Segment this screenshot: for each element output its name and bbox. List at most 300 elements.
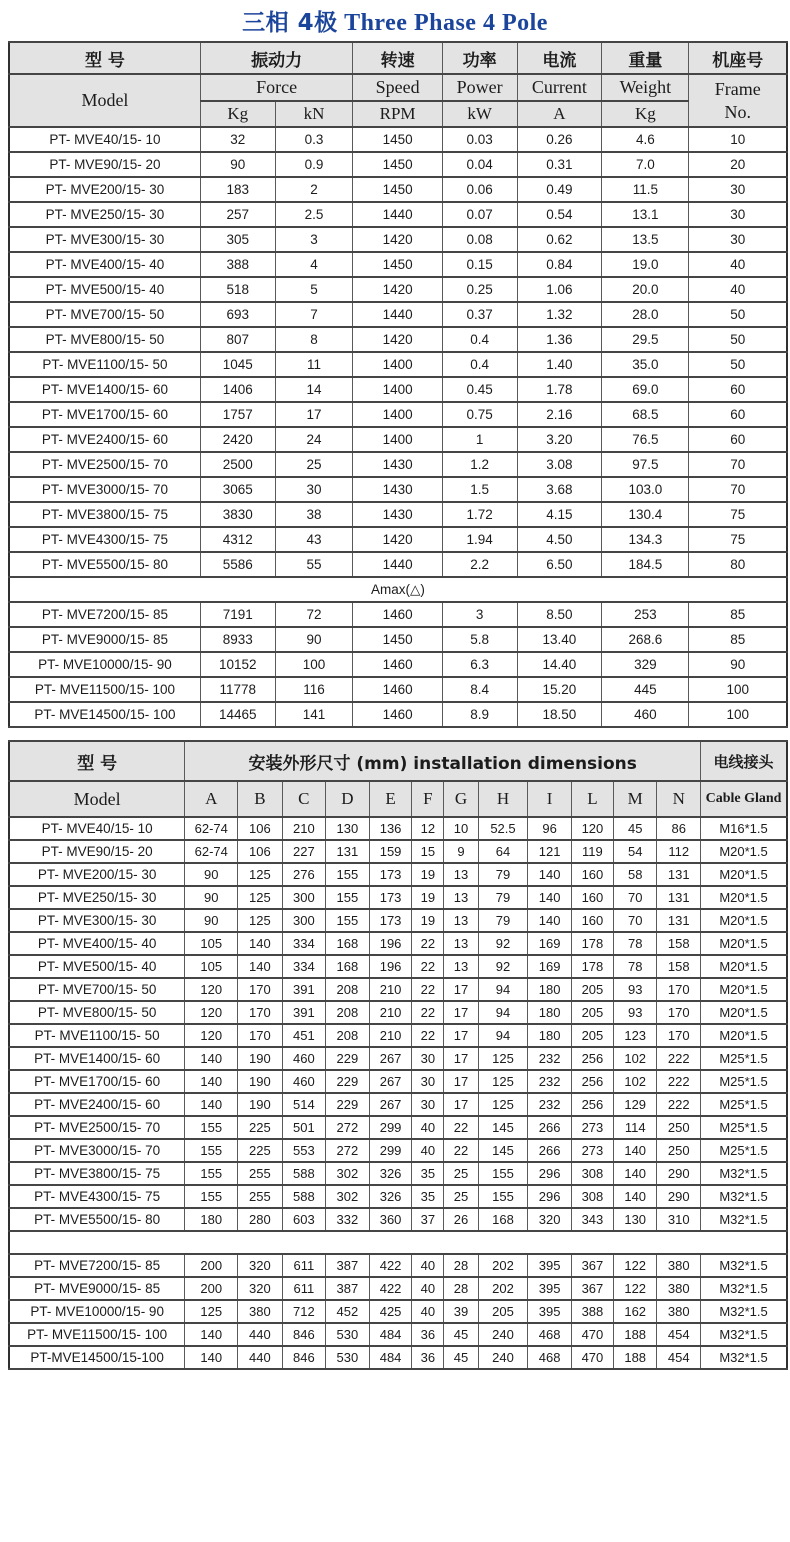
value-cell: 2.2	[442, 552, 517, 577]
value-cell: 45	[613, 817, 657, 840]
value-cell: 280	[238, 1208, 282, 1231]
table-row	[9, 202, 787, 227]
value-cell: 160	[571, 909, 613, 932]
model-cell: PT- MVE1400/15- 60	[9, 1047, 185, 1070]
value-cell: M20*1.5	[701, 863, 787, 886]
value-cell: 20	[689, 152, 787, 177]
col-header-dimensions: 安装外形尺寸 (mm) installation dimensions	[185, 741, 701, 781]
value-cell: 14465	[200, 702, 275, 727]
value-cell: 22	[412, 932, 444, 955]
value-cell: 13	[444, 886, 478, 909]
value-cell: 123	[613, 1024, 657, 1047]
value-cell: 4	[275, 252, 353, 277]
spacer-row	[9, 1231, 787, 1254]
value-cell: 208	[326, 1024, 370, 1047]
value-cell: 155	[185, 1185, 238, 1208]
value-cell: 196	[369, 955, 412, 978]
col-header-frame-zh: 机座号	[689, 42, 787, 74]
col-header-current: Current	[517, 74, 602, 101]
value-cell: 387	[326, 1277, 370, 1300]
model-cell: PT- MVE700/15- 50	[9, 302, 200, 327]
value-cell: 180	[185, 1208, 238, 1231]
value-cell: 70	[613, 886, 657, 909]
model-cell: PT- MVE250/15- 30	[9, 202, 200, 227]
value-cell: 162	[613, 1300, 657, 1323]
value-cell: 200	[185, 1277, 238, 1300]
value-cell: 22	[444, 1139, 478, 1162]
value-cell: 85	[689, 602, 787, 627]
value-cell: 0.03	[442, 127, 517, 152]
value-cell: 210	[282, 817, 326, 840]
value-cell: 5.8	[442, 627, 517, 652]
spacer-cell	[9, 1231, 787, 1254]
value-cell: 272	[326, 1139, 370, 1162]
value-cell: 205	[571, 1024, 613, 1047]
frame-label-line1: Frame	[714, 79, 761, 99]
value-cell: 320	[238, 1254, 282, 1277]
value-cell: 140	[238, 932, 282, 955]
table-row	[9, 177, 787, 202]
value-cell: 222	[657, 1070, 701, 1093]
value-cell: 4.50	[517, 527, 602, 552]
value-cell: 0.4	[442, 327, 517, 352]
value-cell: 50	[689, 352, 787, 377]
value-cell: 1045	[200, 352, 275, 377]
value-cell: 35	[412, 1162, 444, 1185]
value-cell: 11	[275, 352, 353, 377]
value-cell: M20*1.5	[701, 978, 787, 1001]
value-cell: 140	[613, 1162, 657, 1185]
value-cell: 36	[412, 1323, 444, 1346]
value-cell: M25*1.5	[701, 1047, 787, 1070]
value-cell: 1.40	[517, 352, 602, 377]
value-cell: 60	[689, 427, 787, 452]
value-cell: 205	[571, 978, 613, 1001]
model-cell: PT-MVE14500/15-100	[9, 1346, 185, 1369]
frame-label-line2: No.	[724, 101, 751, 122]
value-cell: 112	[657, 840, 701, 863]
value-cell: 60	[689, 402, 787, 427]
value-cell: 225	[238, 1116, 282, 1139]
value-cell: 120	[185, 978, 238, 1001]
unit-force-kn: kN	[275, 101, 353, 127]
value-cell: M20*1.5	[701, 955, 787, 978]
value-cell: 140	[613, 1139, 657, 1162]
value-cell: 78	[613, 932, 657, 955]
value-cell: 130	[326, 817, 370, 840]
value-cell: 130.4	[602, 502, 689, 527]
value-cell: 19	[412, 863, 444, 886]
value-cell: 19	[412, 886, 444, 909]
value-cell: 155	[326, 886, 370, 909]
value-cell: 79	[478, 886, 528, 909]
value-cell: 1400	[353, 427, 442, 452]
value-cell: 40	[689, 252, 787, 277]
value-cell: 250	[657, 1116, 701, 1139]
value-cell: 460	[282, 1047, 326, 1070]
value-cell: 100	[689, 702, 787, 727]
value-cell: 14	[275, 377, 353, 402]
value-cell: 102	[613, 1070, 657, 1093]
value-cell: 94	[478, 1024, 528, 1047]
value-cell: 155	[185, 1162, 238, 1185]
table-row	[9, 1208, 787, 1231]
value-cell: 25	[275, 452, 353, 477]
table-row	[9, 402, 787, 427]
value-cell: 1.94	[442, 527, 517, 552]
value-cell: 320	[528, 1208, 572, 1231]
model-cell: PT- MVE4300/15- 75	[9, 527, 200, 552]
value-cell: 25	[444, 1162, 478, 1185]
value-cell: 460	[602, 702, 689, 727]
value-cell: 470	[571, 1323, 613, 1346]
value-cell: 2.16	[517, 402, 602, 427]
value-cell: 299	[369, 1139, 412, 1162]
value-cell: 72	[275, 602, 353, 627]
value-cell: 140	[528, 886, 572, 909]
value-cell: 232	[528, 1047, 572, 1070]
header-row-chinese	[9, 42, 787, 74]
table-row	[9, 602, 787, 627]
model-cell: PT- MVE9000/15- 85	[9, 627, 200, 652]
model-cell: PT- MVE2500/15- 70	[9, 1116, 185, 1139]
value-cell: 290	[657, 1162, 701, 1185]
value-cell: 13.40	[517, 627, 602, 652]
col-header-power: Power	[442, 74, 517, 101]
table-row	[9, 277, 787, 302]
value-cell: 140	[238, 955, 282, 978]
value-cell: 712	[282, 1300, 326, 1323]
table-row	[9, 252, 787, 277]
table-row	[9, 1139, 787, 1162]
value-cell: 190	[238, 1093, 282, 1116]
table-row	[9, 452, 787, 477]
table-row	[9, 955, 787, 978]
value-cell: 158	[657, 955, 701, 978]
table-row	[9, 1093, 787, 1116]
value-cell: 140	[613, 1185, 657, 1208]
value-cell: 1.78	[517, 377, 602, 402]
value-cell: 79	[478, 863, 528, 886]
value-cell: 119	[571, 840, 613, 863]
value-cell: 395	[528, 1254, 572, 1277]
table-row	[9, 886, 787, 909]
value-cell: 131	[326, 840, 370, 863]
value-cell: 7	[275, 302, 353, 327]
value-cell: 0.07	[442, 202, 517, 227]
value-cell: 190	[238, 1070, 282, 1093]
value-cell: 387	[326, 1254, 370, 1277]
col-header-cable-zh: 电线接头	[701, 741, 787, 781]
model-cell: PT- MVE40/15- 10	[9, 817, 185, 840]
value-cell: 256	[571, 1047, 613, 1070]
value-cell: 1400	[353, 402, 442, 427]
value-cell: 155	[478, 1185, 528, 1208]
value-cell: M20*1.5	[701, 909, 787, 932]
col-header-dim-b: B	[238, 781, 282, 817]
value-cell: 106	[238, 817, 282, 840]
value-cell: 273	[571, 1139, 613, 1162]
value-cell: 196	[369, 932, 412, 955]
table-row	[9, 1001, 787, 1024]
value-cell: 125	[185, 1300, 238, 1323]
value-cell: 28.0	[602, 302, 689, 327]
value-cell: 17	[444, 1070, 478, 1093]
table-row	[9, 909, 787, 932]
value-cell: 1430	[353, 502, 442, 527]
value-cell: 1.06	[517, 277, 602, 302]
model-cell: PT- MVE1700/15- 60	[9, 402, 200, 427]
table-row	[9, 1047, 787, 1070]
model-cell: PT- MVE500/15- 40	[9, 277, 200, 302]
value-cell: 68.5	[602, 402, 689, 427]
value-cell: 70	[613, 909, 657, 932]
unit-force-kg: Kg	[200, 101, 275, 127]
value-cell: 130	[613, 1208, 657, 1231]
model-cell: PT- MVE700/15- 50	[9, 978, 185, 1001]
value-cell: 140	[185, 1346, 238, 1369]
value-cell: 92	[478, 955, 528, 978]
value-cell: 367	[571, 1277, 613, 1300]
value-cell: M20*1.5	[701, 886, 787, 909]
model-cell: PT- MVE3000/15- 70	[9, 477, 200, 502]
value-cell: 97.5	[602, 452, 689, 477]
value-cell: 160	[571, 886, 613, 909]
col-header-force-zh: 振动力	[200, 42, 352, 74]
value-cell: 588	[282, 1185, 326, 1208]
value-cell: 611	[282, 1277, 326, 1300]
col-header-force: Force	[200, 74, 352, 101]
table-row	[9, 1070, 787, 1093]
value-cell: 20.0	[602, 277, 689, 302]
value-cell: 180	[528, 1024, 572, 1047]
model-cell: PT- MVE2500/15- 70	[9, 452, 200, 477]
value-cell: 1.5	[442, 477, 517, 502]
model-cell: PT- MVE800/15- 50	[9, 1001, 185, 1024]
model-cell: PT- MVE4300/15- 75	[9, 1185, 185, 1208]
value-cell: 15	[412, 840, 444, 863]
value-cell: 17	[444, 1001, 478, 1024]
value-cell: 36	[412, 1346, 444, 1369]
value-cell: 40	[689, 277, 787, 302]
value-cell: 210	[369, 1024, 412, 1047]
value-cell: 299	[369, 1116, 412, 1139]
model-cell: PT- MVE300/15- 30	[9, 909, 185, 932]
value-cell: 229	[326, 1070, 370, 1093]
table-row	[9, 1162, 787, 1185]
value-cell: 120	[571, 817, 613, 840]
value-cell: 256	[571, 1070, 613, 1093]
value-cell: 232	[528, 1070, 572, 1093]
value-cell: 1440	[353, 552, 442, 577]
page-title	[0, 0, 790, 41]
value-cell: 332	[326, 1208, 370, 1231]
value-cell: 120	[185, 1001, 238, 1024]
value-cell: 105	[185, 955, 238, 978]
table-row	[9, 1277, 787, 1300]
value-cell: 1450	[353, 177, 442, 202]
value-cell: 75	[689, 527, 787, 552]
value-cell: 155	[326, 863, 370, 886]
value-cell: 22	[412, 1001, 444, 1024]
value-cell: 114	[613, 1116, 657, 1139]
value-cell: 422	[369, 1277, 412, 1300]
model-cell: PT- MVE1400/15- 60	[9, 377, 200, 402]
value-cell: 136	[369, 817, 412, 840]
value-cell: 178	[571, 955, 613, 978]
value-cell: 255	[238, 1185, 282, 1208]
value-cell: 388	[200, 252, 275, 277]
value-cell: 1.36	[517, 327, 602, 352]
value-cell: 273	[571, 1116, 613, 1139]
value-cell: 0.4	[442, 352, 517, 377]
value-cell: 155	[478, 1162, 528, 1185]
value-cell: 13.5	[602, 227, 689, 252]
table-row	[9, 978, 787, 1001]
model-cell: PT- MVE5500/15- 80	[9, 1208, 185, 1231]
col-header-dim-i: I	[528, 781, 572, 817]
table-row	[9, 932, 787, 955]
model-cell: PT- MVE2400/15- 60	[9, 1093, 185, 1116]
model-cell: PT- MVE400/15- 40	[9, 252, 200, 277]
value-cell: 178	[571, 932, 613, 955]
value-cell: 846	[282, 1346, 326, 1369]
value-cell: 255	[238, 1162, 282, 1185]
value-cell: 1450	[353, 627, 442, 652]
value-cell: M25*1.5	[701, 1070, 787, 1093]
value-cell: 257	[200, 202, 275, 227]
col-header-dim-c: C	[282, 781, 326, 817]
model-cell: PT- MVE300/15- 30	[9, 227, 200, 252]
model-cell: PT- MVE200/15- 30	[9, 177, 200, 202]
value-cell: 14.40	[517, 652, 602, 677]
value-cell: 0.04	[442, 152, 517, 177]
value-cell: 19	[412, 909, 444, 932]
table-row	[9, 227, 787, 252]
value-cell: 50	[689, 302, 787, 327]
value-cell: 155	[185, 1116, 238, 1139]
table-row	[9, 1300, 787, 1323]
value-cell: M32*1.5	[701, 1323, 787, 1346]
value-cell: 2420	[200, 427, 275, 452]
value-cell: 26	[444, 1208, 478, 1231]
value-cell: 90	[185, 886, 238, 909]
value-cell: 129	[613, 1093, 657, 1116]
value-cell: 145	[478, 1139, 528, 1162]
value-cell: 141	[275, 702, 353, 727]
value-cell: 1.72	[442, 502, 517, 527]
value-cell: 50	[689, 327, 787, 352]
value-cell: 3830	[200, 502, 275, 527]
value-cell: 305	[200, 227, 275, 252]
col-header-model: Model	[9, 74, 200, 127]
value-cell: 85	[689, 627, 787, 652]
table-row	[9, 152, 787, 177]
value-cell: 329	[602, 652, 689, 677]
value-cell: 10	[444, 817, 478, 840]
value-cell: 310	[657, 1208, 701, 1231]
value-cell: 208	[326, 978, 370, 1001]
table-row	[9, 327, 787, 352]
page-title-english: Three Phase 4 Pole	[337, 10, 548, 36]
table-row	[9, 1346, 787, 1369]
value-cell: 64	[478, 840, 528, 863]
value-cell: 17	[275, 402, 353, 427]
value-cell: 170	[657, 978, 701, 1001]
value-cell: 1460	[353, 702, 442, 727]
value-cell: 37	[412, 1208, 444, 1231]
value-cell: 17	[444, 978, 478, 1001]
value-cell: 75	[689, 502, 787, 527]
value-cell: 3.68	[517, 477, 602, 502]
value-cell: 266	[528, 1139, 572, 1162]
table-row	[9, 127, 787, 152]
value-cell: 30	[412, 1047, 444, 1070]
value-cell: 210	[369, 1001, 412, 1024]
value-cell: M25*1.5	[701, 1139, 787, 1162]
value-cell: 1460	[353, 677, 442, 702]
value-cell: 28	[444, 1277, 478, 1300]
col-header-weight: Weight	[602, 74, 689, 101]
model-cell: PT- MVE500/15- 40	[9, 955, 185, 978]
value-cell: 530	[326, 1346, 370, 1369]
value-cell: 170	[657, 1024, 701, 1047]
value-cell: 603	[282, 1208, 326, 1231]
col-header-cable-gland: Cable Gland	[701, 781, 787, 817]
value-cell: 13	[444, 863, 478, 886]
value-cell: 1450	[353, 252, 442, 277]
model-cell: PT- MVE40/15- 10	[9, 127, 200, 152]
value-cell: 131	[657, 886, 701, 909]
value-cell: M32*1.5	[701, 1277, 787, 1300]
col-header-dim-f: F	[412, 781, 444, 817]
value-cell: 326	[369, 1162, 412, 1185]
value-cell: 170	[238, 1001, 282, 1024]
value-cell: 425	[369, 1300, 412, 1323]
value-cell: 15.20	[517, 677, 602, 702]
value-cell: 1757	[200, 402, 275, 427]
value-cell: 188	[613, 1346, 657, 1369]
value-cell: 0.49	[517, 177, 602, 202]
value-cell: 17	[444, 1024, 478, 1047]
col-header-weight-zh: 重量	[602, 42, 689, 74]
model-cell: PT- MVE2400/15- 60	[9, 427, 200, 452]
value-cell: 140	[185, 1047, 238, 1070]
value-cell: 13	[444, 955, 478, 978]
table-row	[9, 352, 787, 377]
value-cell: 229	[326, 1047, 370, 1070]
value-cell: 76.5	[602, 427, 689, 452]
value-cell: 253	[602, 602, 689, 627]
value-cell: 134.3	[602, 527, 689, 552]
col-header-dim-l: L	[571, 781, 613, 817]
value-cell: 168	[326, 932, 370, 955]
value-cell: 180	[528, 1001, 572, 1024]
value-cell: 267	[369, 1047, 412, 1070]
model-cell: PT- MVE11500/15- 100	[9, 1323, 185, 1346]
value-cell: 90	[689, 652, 787, 677]
value-cell: 140	[185, 1093, 238, 1116]
value-cell: 11.5	[602, 177, 689, 202]
value-cell: 11778	[200, 677, 275, 702]
table-row	[9, 377, 787, 402]
value-cell: 45	[444, 1323, 478, 1346]
table-row	[9, 427, 787, 452]
value-cell: 140	[185, 1070, 238, 1093]
value-cell: 184.5	[602, 552, 689, 577]
table-row	[9, 1024, 787, 1047]
value-cell: 440	[238, 1346, 282, 1369]
